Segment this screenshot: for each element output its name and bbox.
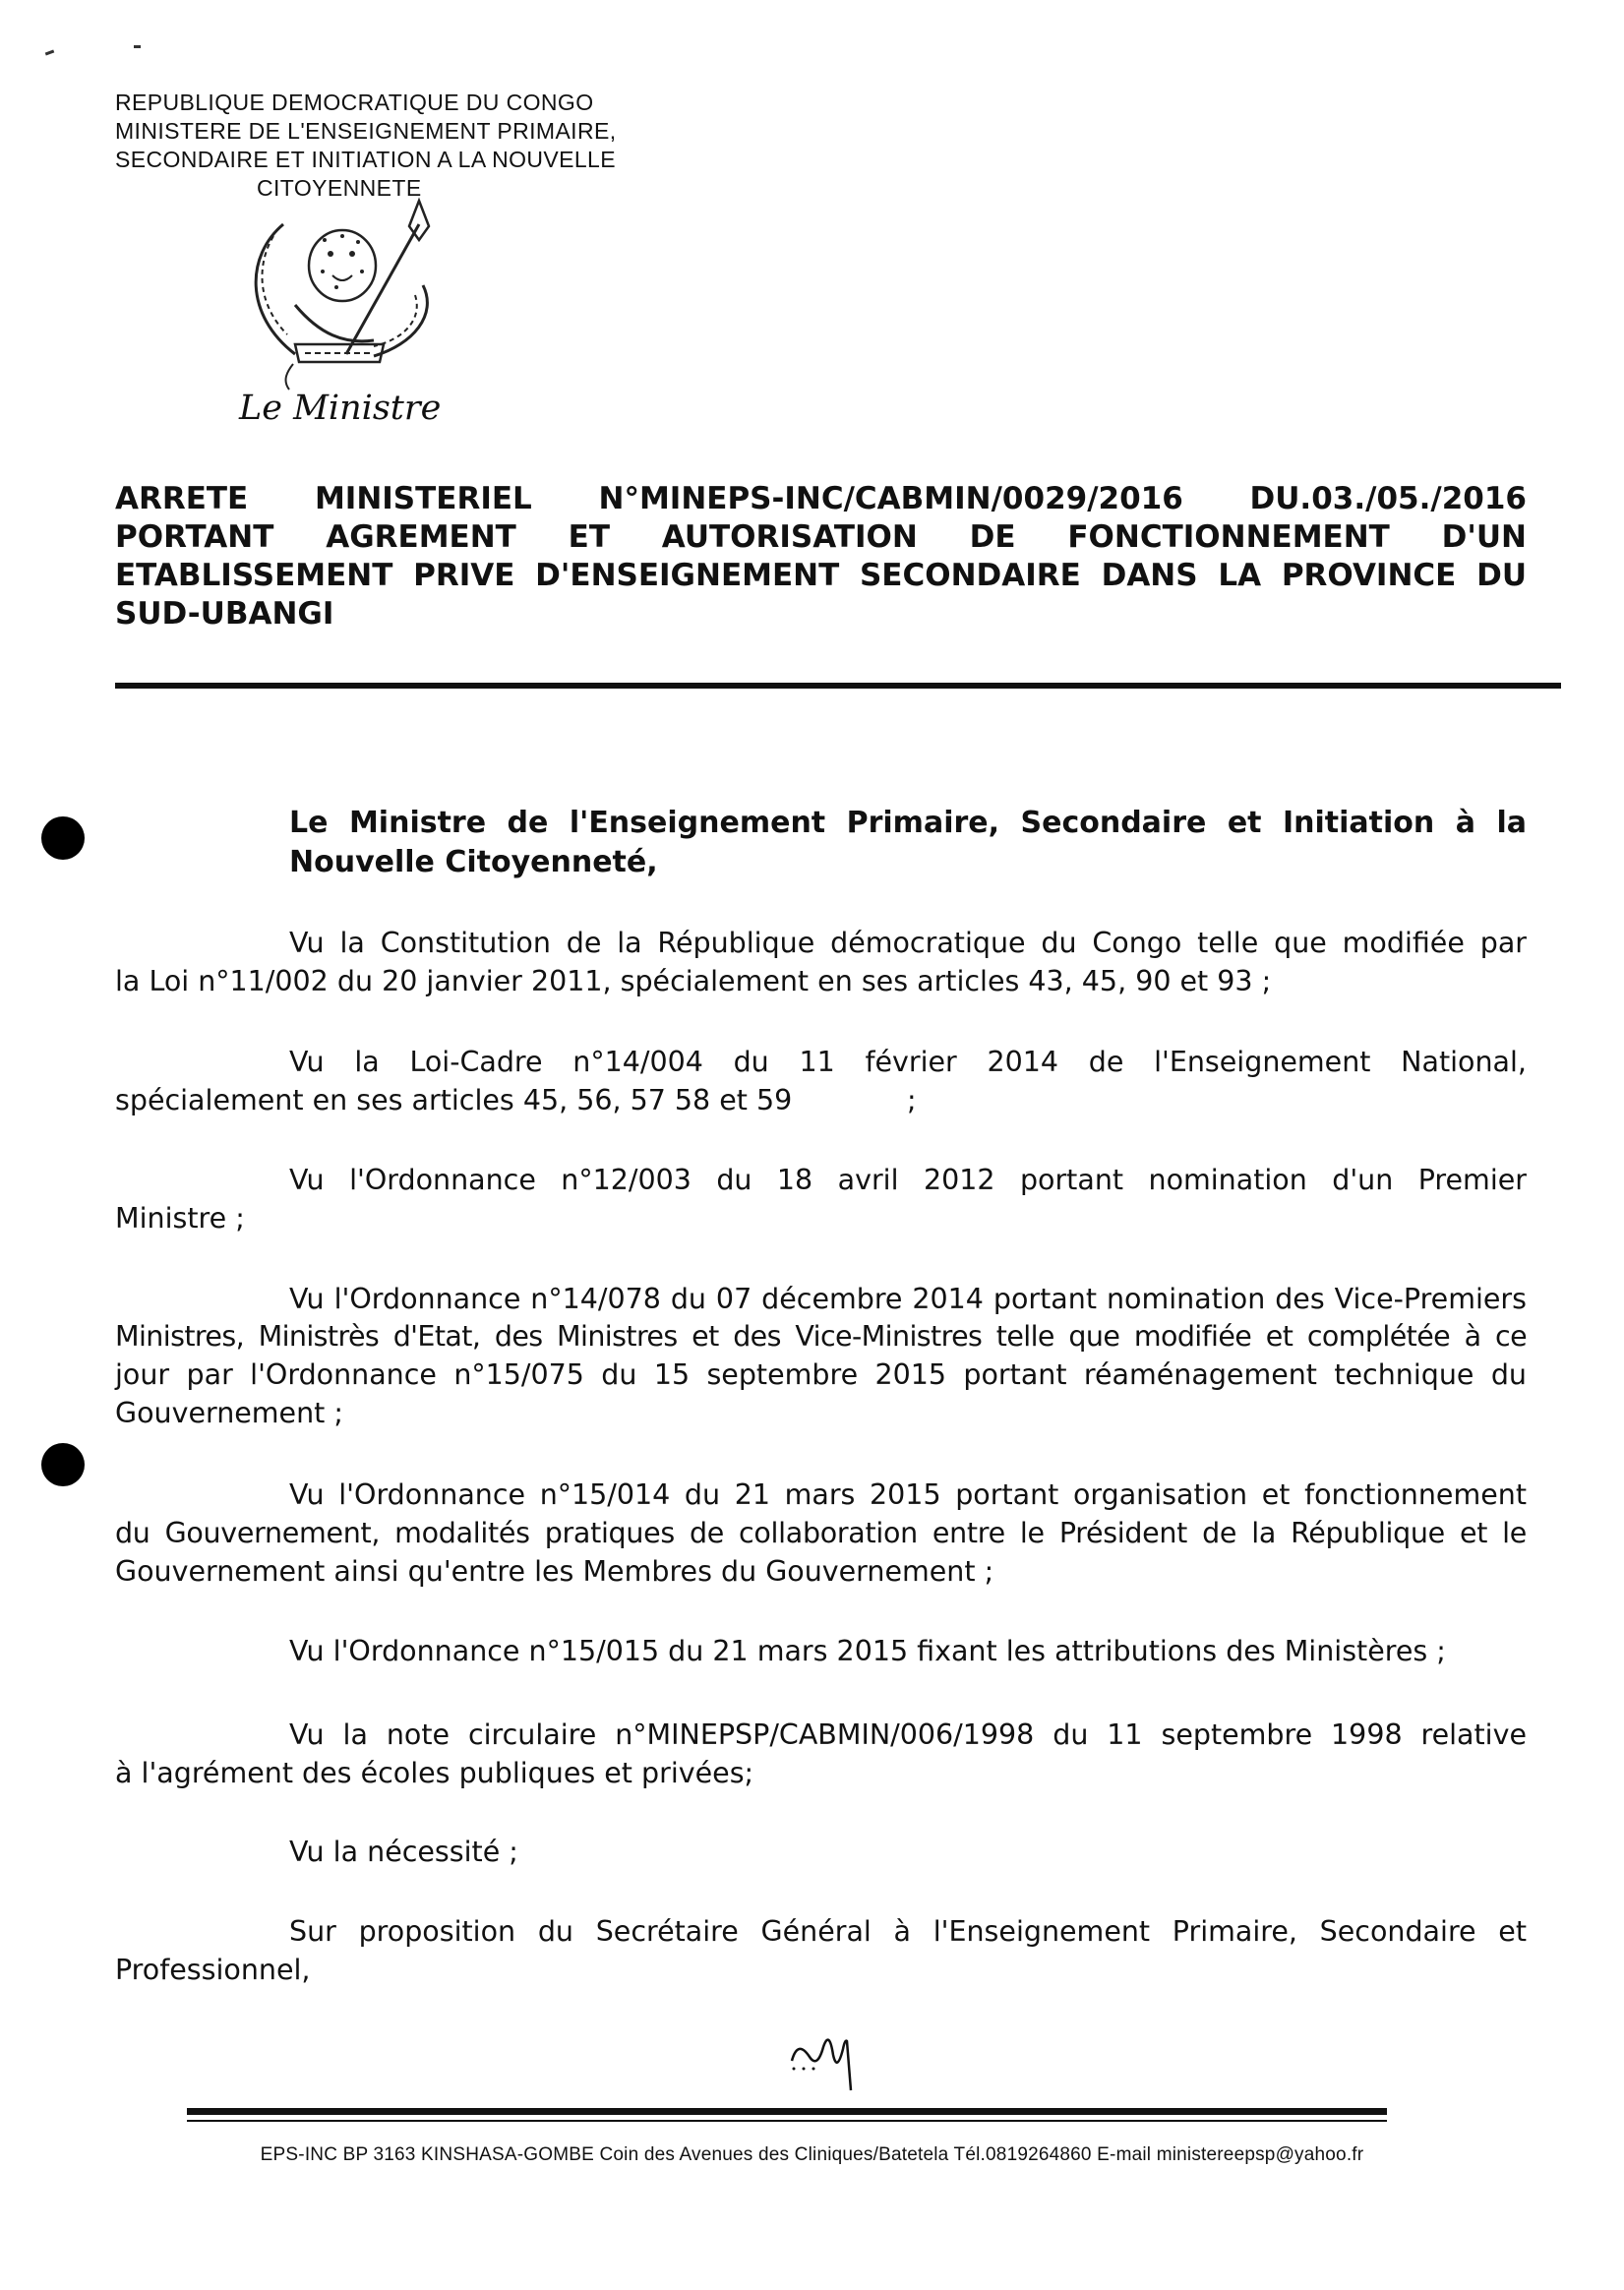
consideration-4-line-3: jour par l'Ordonnance n°15/075 du 15 septembre 2015 portant réaménagement technique du: [115, 1358, 1527, 1391]
consideration-4-line-1: Vu l'Ordonnance n°14/078 du 07 décembre 2014 portant nomination des Vice-Premiers: [289, 1283, 1527, 1315]
intro-line-2: Nouvelle Citoyenneté,: [289, 845, 658, 879]
header-ministry-2: SECONDAIRE ET INITIATION A LA NOUVELLE: [115, 147, 616, 172]
consideration-6-line-1: Vu l'Ordonnance n°15/015 du 21 mars 2015 fixant les attributions des Ministères ;: [289, 1635, 1446, 1667]
consideration-2-line-2: spécialement en ses articles 45, 56, 57 58 et 59: [115, 1084, 793, 1116]
intro-line-1: Le Ministre de l'Enseignement Primaire, Secondaire et Initiation à la: [289, 806, 1527, 840]
header-ministry: MINISTERE DE L'ENSEIGNEMENT PRIMAIRE,: [115, 118, 617, 144]
scan-speck: [134, 45, 141, 48]
decree-title-row-1: [115, 480, 1527, 518]
decree-title-row-2: PORTANT AGREMENT ET AUTORISATION DE FONCTIONNEMENT D'UN: [115, 519, 1527, 555]
consideration-9-line-2: Professionnel,: [115, 1954, 311, 1986]
consideration-5-line-3: Gouvernement ainsi qu'entre les Membres du Gouvernement ;: [115, 1555, 994, 1588]
scan-speck: [45, 50, 54, 56]
decree-title-row-3: ETABLISSEMENT PRIVE D'ENSEIGNEMENT SECONDAIRE DANS LA PROVINCE DU: [115, 558, 1527, 593]
header-republic: REPUBLIQUE DEMOCRATIQUE DU CONGO: [115, 90, 594, 115]
consideration-7-line-2: à l'agrément des écoles publiques et privées;: [115, 1757, 754, 1789]
consideration-8-line-1: Vu la nécessité ;: [289, 1836, 518, 1868]
consideration-3-line-2: Ministre ;: [115, 1202, 245, 1235]
coat-of-arms-emblem: [226, 197, 462, 393]
decree-title-row-4: SUD-UBANGI: [115, 596, 334, 632]
consideration-1-line-1: Vu la Constitution de la République démocratique du Congo telle que modifiée par: [289, 927, 1527, 959]
footer-address: EPS-INC BP 3163 KINSHASA-GOMBE Coin des Avenues des Cliniques/Batetela Tél.0819264860 E-mail ministereepsp@yahoo.fr: [260, 2144, 1364, 2165]
consideration-2-line-1: Vu la Loi-Cadre n°14/004 du 11 février 2014 de l'Enseignement National,: [289, 1046, 1527, 1078]
footer-divider-thin: [187, 2120, 1387, 2122]
consideration-4-line-2: Ministres, Ministrès d'Etat, des Ministres et des Vice-Ministres telle que modifiée et complétée à ce: [115, 1320, 1527, 1353]
consideration-5-line-1: Vu l'Ordonnance n°15/014 du 21 mars 2015 portant organisation et fonctionnement: [289, 1478, 1527, 1511]
footer-divider: [187, 2108, 1387, 2115]
signatory-label: Le Ministre: [239, 389, 442, 428]
title-word-ministeriel: MINISTERIEL: [314, 481, 532, 516]
punch-hole-mark: [41, 816, 85, 860]
consideration-5-line-2: du Gouvernement, modalités pratiques de collaboration entre le Président de la République et le: [115, 1517, 1527, 1549]
consideration-4-line-4: Gouvernement ;: [115, 1397, 343, 1429]
consideration-3-line-1: Vu l'Ordonnance n°12/003 du 18 avril 2012 portant nomination d'un Premier: [289, 1164, 1527, 1196]
header-ministry-3: CITOYENNETE: [257, 175, 422, 201]
initials-signature: [782, 2021, 871, 2095]
consideration-7-line-1: Vu la note circulaire n°MINEPSP/CABMIN/006/1998 du 11 septembre 1998 relative: [289, 1718, 1527, 1751]
title-decree-date: DU.03./05./2016: [1249, 481, 1527, 516]
consideration-1-line-2: la Loi n°11/002 du 20 janvier 2011, spécialement en ses articles 43, 45, 90 et 93 ;: [115, 965, 1272, 997]
title-word-arrete: ARRETE: [115, 481, 249, 516]
punch-hole-mark: [41, 1443, 85, 1486]
header-divider: [115, 683, 1561, 689]
consideration-9-line-1: Sur proposition du Secrétaire Général à l'Enseignement Primaire, Secondaire et: [289, 1915, 1527, 1948]
consideration-2-line-2-end: ;: [907, 1084, 917, 1116]
title-decree-number: N°MINEPS-INC/CABMIN/0029/2016: [598, 481, 1183, 516]
